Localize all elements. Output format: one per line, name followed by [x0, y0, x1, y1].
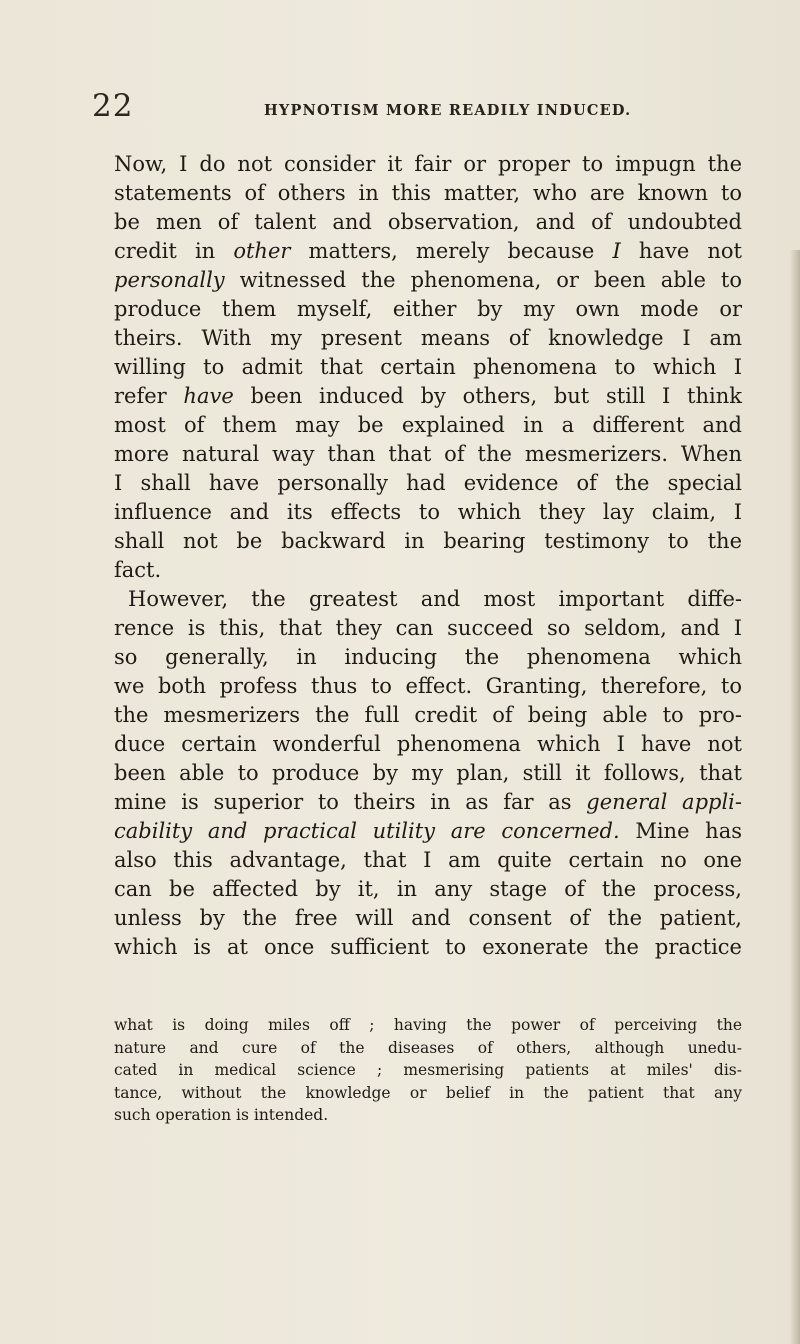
running-head: HYPNOTISM MORE READILY INDUCED. [264, 102, 632, 119]
text-line [114, 904, 742, 933]
italic-text: general appli- [586, 790, 742, 814]
text-line [114, 759, 742, 788]
text-line [114, 382, 742, 411]
italic-text: have [183, 384, 234, 408]
text-segment: I shall have personally had evidence of the special [114, 471, 742, 495]
text-segment: Mine has [619, 819, 743, 843]
footnote-line: cated in medical science ; mesmerising patients at miles' dis- [114, 1061, 742, 1079]
text-segment: which is at once sufficient to exonerate the practice [114, 935, 742, 959]
text-segment: credit in [114, 239, 234, 263]
text-segment: more natural way than that of the mesmerizers. When [114, 442, 742, 466]
text-line [114, 440, 742, 469]
text-segment: produce them myself, either by my own mode or [114, 297, 742, 321]
footnote-line: tance, without the knowledge or belief in the patient that any [114, 1083, 742, 1102]
text-segment: also this advantage, that I am quite certain no one [114, 848, 742, 872]
footnote-text [114, 1014, 742, 1127]
page-number: 22 [92, 88, 134, 124]
text-line [114, 672, 742, 701]
text-line [114, 295, 742, 324]
text-line [114, 817, 742, 846]
italic-text: personally [114, 268, 225, 292]
text-line [114, 498, 742, 527]
text-line [114, 933, 742, 962]
text-line [114, 643, 742, 672]
text-segment: we both profess thus to effect. Granting, therefore, to [114, 674, 742, 698]
text-line [114, 266, 742, 295]
text-line [114, 730, 742, 759]
text-segment: willing to admit that certain phenomena to which I [114, 355, 742, 379]
text-segment: unless by the free will and consent of the patient, [114, 906, 742, 930]
text-line [114, 846, 742, 875]
text-segment: rence is this, that they can succeed so seldom, and I [114, 616, 742, 640]
text-segment: influence and its effects to which they lay claim, I [114, 500, 742, 524]
text-line [114, 469, 742, 498]
text-segment: have not [620, 239, 743, 263]
page-header [92, 88, 732, 128]
text-segment: duce certain wonderful phenomena which I have not [114, 732, 742, 756]
text-line [114, 411, 742, 440]
text-segment: matters, merely because [290, 239, 613, 263]
text-line [114, 527, 742, 556]
text-segment: shall not be backward in bearing testimony to the [114, 529, 742, 553]
text-line [114, 150, 742, 179]
text-segment: can be affected by it, in any stage of the process, [114, 877, 742, 901]
text-segment: been induced by others, but still I think [233, 384, 742, 408]
text-line [114, 353, 742, 382]
italic-text: cability and practical utility are concerned. [114, 819, 620, 843]
italic-text: I [612, 239, 621, 263]
footnote-line: nature and cure of the diseases of others, although unedu- [114, 1038, 742, 1057]
text-line [114, 585, 742, 614]
text-segment: been able to produce by my plan, still it follows, that [114, 761, 742, 785]
text-segment: witnessed the phenomena, or been able to [224, 268, 742, 292]
page-edge [790, 250, 800, 1344]
text-line [114, 788, 742, 817]
text-segment: theirs. With my present means of knowledge I am [114, 326, 742, 350]
text-line [114, 237, 742, 266]
footnote-line: such operation is intended. [114, 1106, 329, 1124]
text-segment: refer [114, 384, 184, 408]
text-segment: statements of others in this matter, who are known to [114, 181, 742, 205]
text-line [114, 208, 742, 237]
footnote-line: what is doing miles off ; having the power of perceiving the [114, 1016, 742, 1034]
text-segment: so generally, in inducing the phenomena which [114, 645, 742, 669]
text-segment: the mesmerizers the full credit of being able to pro- [114, 703, 742, 727]
text-line [114, 324, 742, 353]
text-segment: most of them may be explained in a different and [114, 413, 742, 437]
text-segment: mine is superior to theirs in as far as [114, 790, 587, 814]
text-segment: be men of talent and observation, and of undoubted [114, 210, 742, 234]
text-segment: fact. [114, 558, 162, 582]
body-text [114, 150, 742, 962]
italic-text: other [233, 239, 291, 263]
text-line [114, 179, 742, 208]
text-line [114, 614, 742, 643]
text-line [114, 701, 742, 730]
text-segment: Now, I do not consider it fair or proper to impugn the [114, 152, 742, 176]
text-line [114, 556, 742, 585]
text-segment: However, the greatest and most important diffe- [128, 587, 742, 611]
text-line [114, 875, 742, 904]
